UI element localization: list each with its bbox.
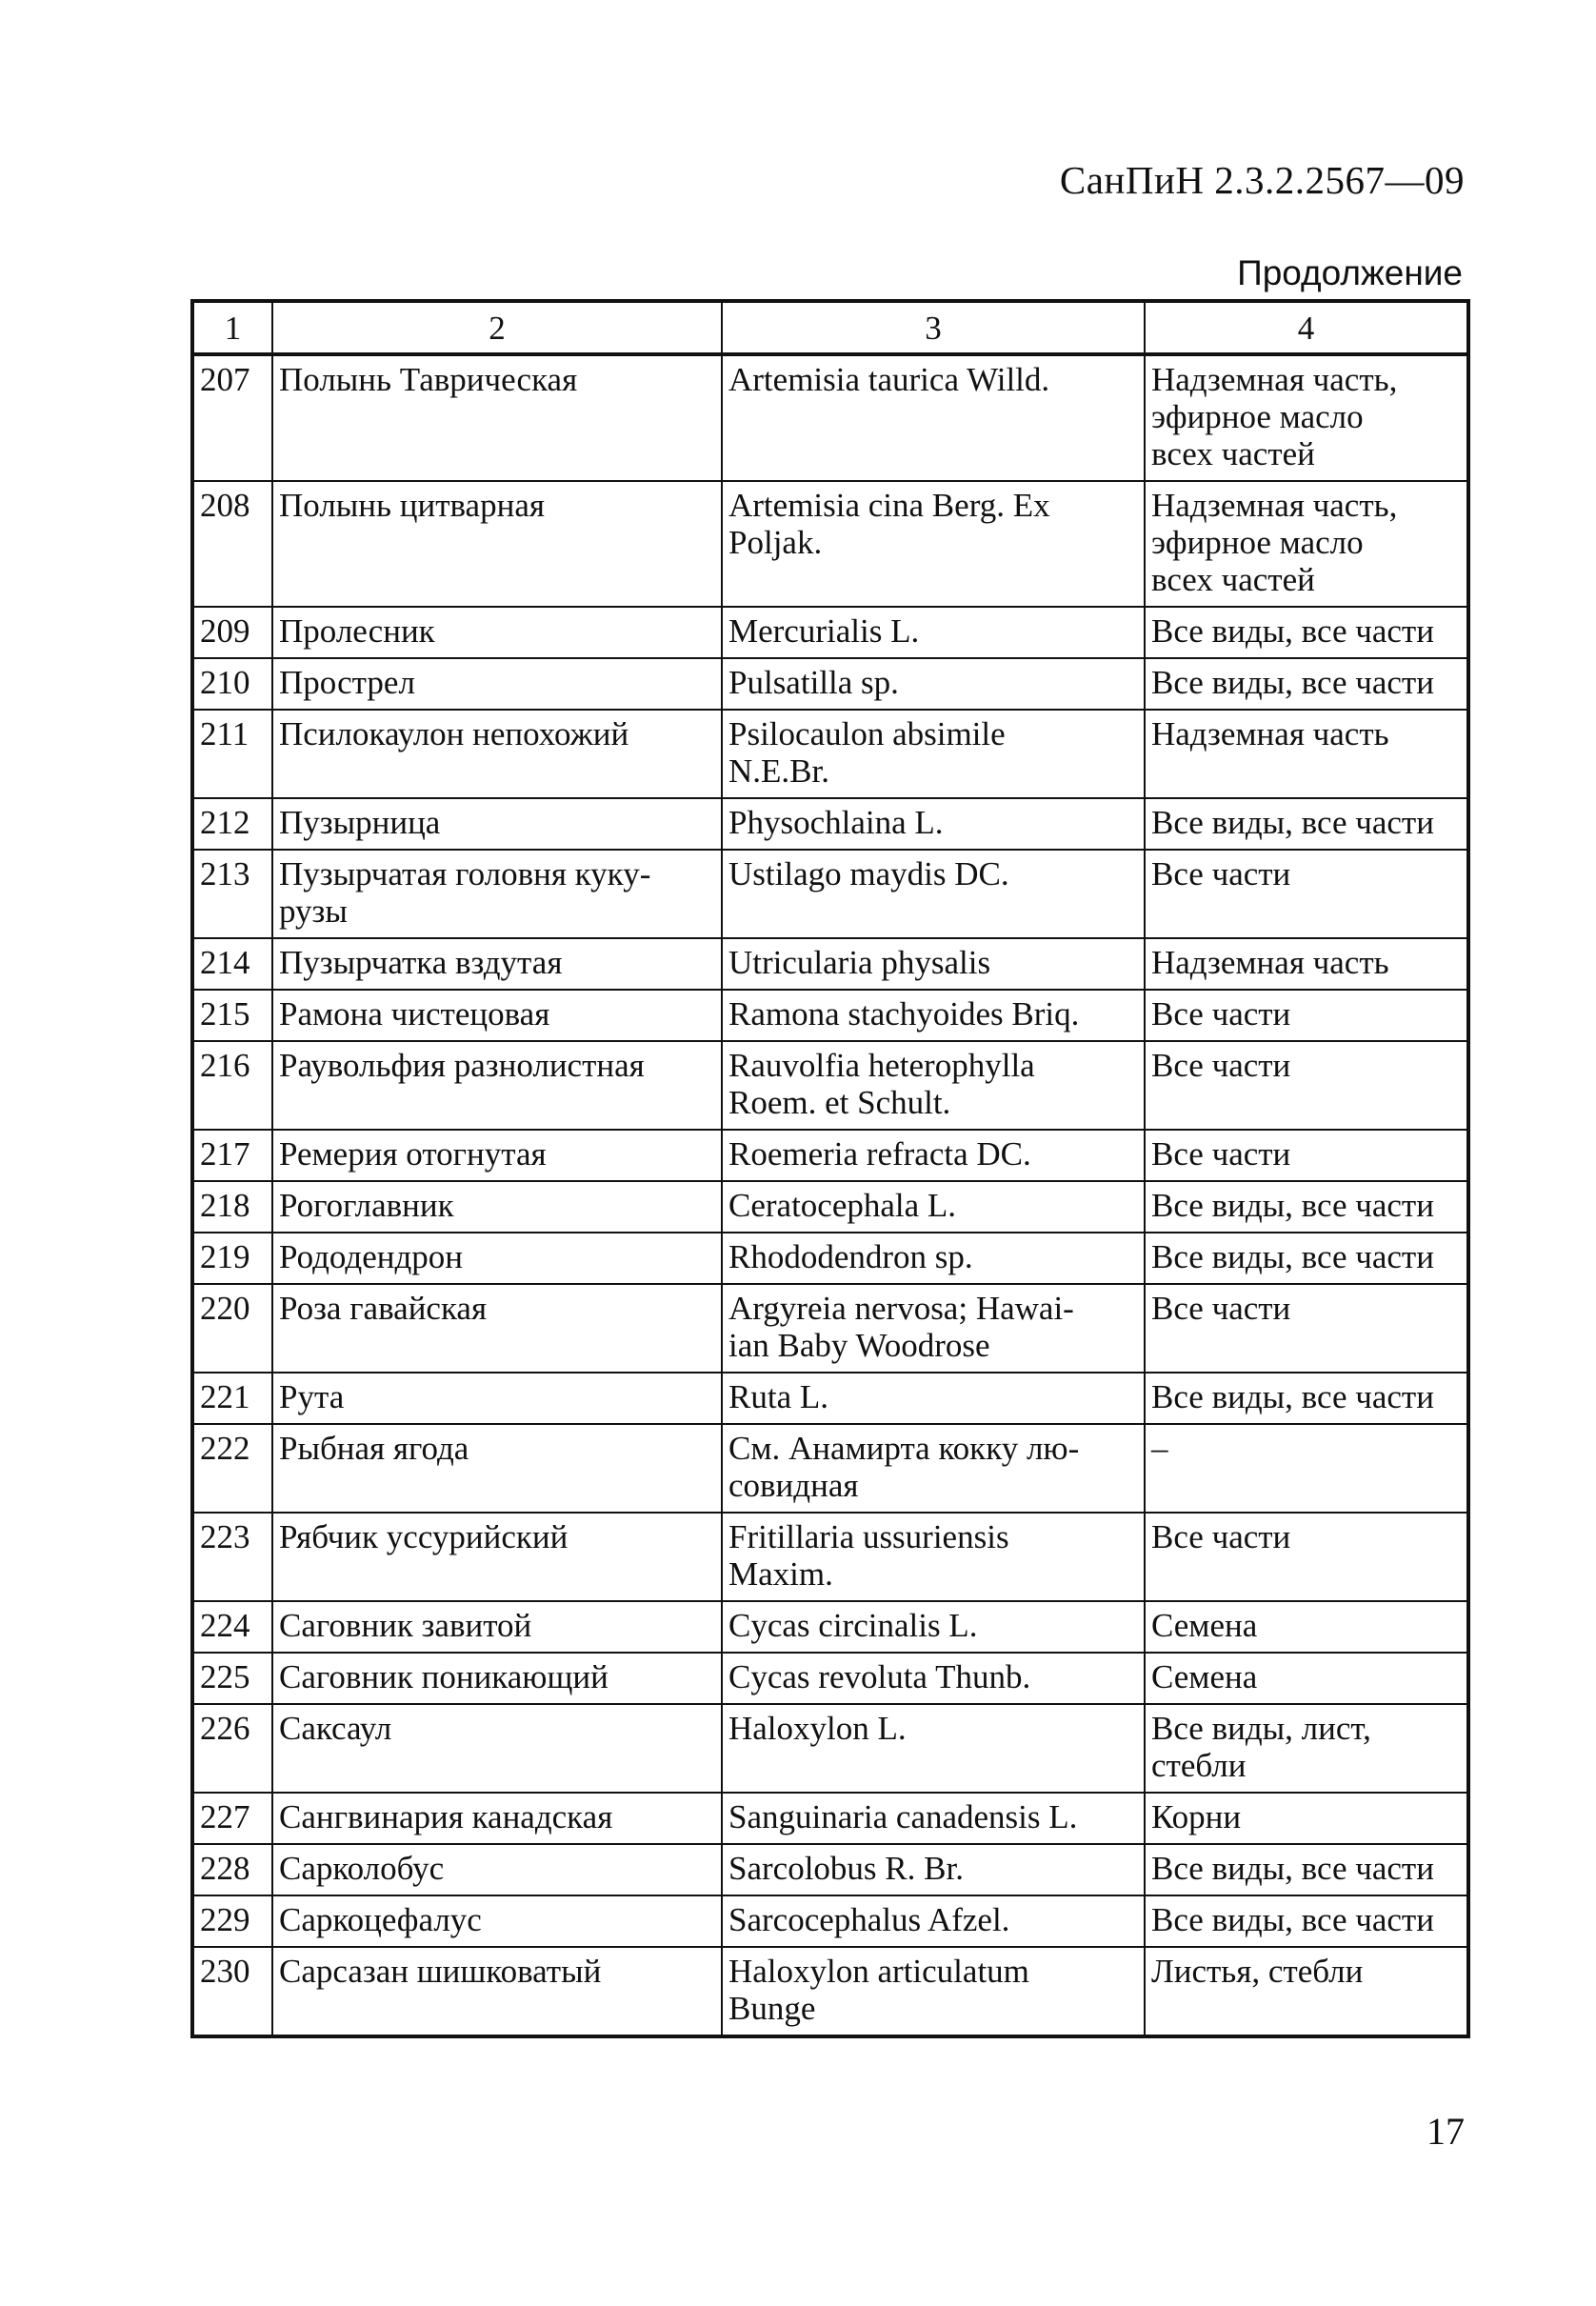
row-number-cell: 229	[192, 1895, 272, 1947]
row-number-cell: 230	[192, 1947, 272, 2036]
toxic-parts-cell: Все виды, все части	[1145, 1233, 1468, 1284]
latin-name-cell: Mercurialis L.	[722, 607, 1145, 658]
latin-name-cell: Sanguinaria canadensis L.	[722, 1793, 1145, 1844]
latin-name-cell: Artemisia cina Berg. Ex Poljak.	[722, 481, 1145, 607]
toxic-parts-cell: Все виды, все части	[1145, 1373, 1468, 1424]
table-row	[192, 1284, 1468, 1373]
row-number-cell: 208	[192, 481, 272, 607]
row-number-cell: 228	[192, 1844, 272, 1895]
latin-name-cell: Rhododendron sp.	[722, 1233, 1145, 1284]
table-header	[192, 301, 1468, 354]
toxic-parts-cell: Все части	[1145, 990, 1468, 1041]
toxic-parts-cell: Надземная часть	[1145, 938, 1468, 990]
toxic-parts-cell: Корни	[1145, 1793, 1468, 1844]
toxic-parts-cell: Надземная часть, эфирное масло всех частей	[1145, 354, 1468, 481]
table-row	[192, 1513, 1468, 1601]
continuation-label: Продолжение	[1237, 253, 1463, 292]
toxic-parts-cell: –	[1145, 1424, 1468, 1513]
latin-name-cell: Cycas revoluta Thunb.	[722, 1653, 1145, 1704]
russian-name-cell: Прострел	[272, 658, 722, 710]
latin-name-cell: Ruta L.	[722, 1373, 1145, 1424]
russian-name-cell: Рододендрон	[272, 1233, 722, 1284]
russian-name-cell: Раувольфия разнолистная	[272, 1041, 722, 1130]
row-number-cell: 214	[192, 938, 272, 990]
row-number-cell: 213	[192, 850, 272, 938]
table-row	[192, 1181, 1468, 1233]
latin-name-cell: См. Анамирта кокку лю- совидная	[722, 1424, 1145, 1513]
toxic-parts-cell: Все виды, все части	[1145, 607, 1468, 658]
row-number-cell: 215	[192, 990, 272, 1041]
latin-name-cell: Fritillaria ussuriensis Maxim.	[722, 1513, 1145, 1601]
row-number-cell: 225	[192, 1653, 272, 1704]
russian-name-cell: Псилокаулон непохожий	[272, 710, 722, 798]
toxic-parts-cell: Все части	[1145, 850, 1468, 938]
table-row	[192, 1601, 1468, 1653]
toxic-parts-cell: Все виды, все части	[1145, 1181, 1468, 1233]
toxic-parts-cell: Семена	[1145, 1601, 1468, 1653]
toxic-parts-cell: Все части	[1145, 1513, 1468, 1601]
table-row	[192, 1793, 1468, 1844]
latin-name-cell: Psilocaulon absimile N.E.Br.	[722, 710, 1145, 798]
latin-name-cell: Haloxylon articulatum Bunge	[722, 1947, 1145, 2036]
toxic-parts-cell: Все виды, лист, стебли	[1145, 1704, 1468, 1793]
russian-name-cell: Рыбная ягода	[272, 1424, 722, 1513]
russian-name-cell: Пузырчатка вздутая	[272, 938, 722, 990]
table-header-row	[192, 301, 1468, 354]
toxic-parts-cell: Надземная часть, эфирное масло всех частей	[1145, 481, 1468, 607]
document-code: СанПиН 2.3.2.2567—09	[1059, 158, 1465, 202]
russian-name-cell: Роза гавайская	[272, 1284, 722, 1373]
toxic-parts-cell: Все виды, все части	[1145, 1844, 1468, 1895]
table-row	[192, 1373, 1468, 1424]
toxic-parts-cell: Все части	[1145, 1130, 1468, 1181]
russian-name-cell: Полынь Таврическая	[272, 354, 722, 481]
page-number: 17	[1426, 2110, 1465, 2153]
table-row	[192, 1041, 1468, 1130]
latin-name-cell: Pulsatilla sp.	[722, 658, 1145, 710]
row-number-cell: 224	[192, 1601, 272, 1653]
russian-name-cell: Саксаул	[272, 1704, 722, 1793]
table-row	[192, 354, 1468, 481]
table-row	[192, 481, 1468, 607]
table-row	[192, 1704, 1468, 1793]
row-number-cell: 227	[192, 1793, 272, 1844]
row-number-cell: 217	[192, 1130, 272, 1181]
russian-name-cell: Рута	[272, 1373, 722, 1424]
russian-name-cell: Саговник поникающий	[272, 1653, 722, 1704]
latin-name-cell: Roemeria refracta DC.	[722, 1130, 1145, 1181]
russian-name-cell: Рогоглавник	[272, 1181, 722, 1233]
russian-name-cell: Пролесник	[272, 607, 722, 658]
latin-name-cell: Ustilago maydis DC.	[722, 850, 1145, 938]
latin-name-cell: Physochlaina L.	[722, 798, 1145, 850]
russian-name-cell: Сарсазан шишковатый	[272, 1947, 722, 2036]
latin-name-cell: Rauvolfia heterophylla Roem. et Schult.	[722, 1041, 1145, 1130]
table-row	[192, 607, 1468, 658]
row-number-cell: 226	[192, 1704, 272, 1793]
russian-name-cell: Рамона чистецовая	[272, 990, 722, 1041]
row-number-cell: 212	[192, 798, 272, 850]
russian-name-cell: Пузырница	[272, 798, 722, 850]
toxic-parts-cell: Все виды, все части	[1145, 1895, 1468, 1947]
latin-name-cell: Ceratocephala L.	[722, 1181, 1145, 1233]
russian-name-cell: Саговник завитой	[272, 1601, 722, 1653]
column-header-3: 3	[722, 301, 1145, 354]
table-row	[192, 658, 1468, 710]
row-number-cell: 207	[192, 354, 272, 481]
latin-name-cell: Argyreia nervosa; Hawai- ian Baby Woodrose	[722, 1284, 1145, 1373]
russian-name-cell: Рябчик уссурийский	[272, 1513, 722, 1601]
row-number-cell: 222	[192, 1424, 272, 1513]
russian-name-cell: Саркоцефалус	[272, 1895, 722, 1947]
russian-name-cell: Сангвинария канадская	[272, 1793, 722, 1844]
row-number-cell: 216	[192, 1041, 272, 1130]
table-row	[192, 1895, 1468, 1947]
russian-name-cell: Пузырчатая головня куку- рузы	[272, 850, 722, 938]
latin-name-cell: Artemisia taurica Willd.	[722, 354, 1145, 481]
plants-table	[190, 299, 1470, 2038]
table-body	[192, 354, 1468, 2036]
toxic-parts-cell: Все виды, все части	[1145, 658, 1468, 710]
latin-name-cell: Haloxylon L.	[722, 1704, 1145, 1793]
russian-name-cell: Полынь цитварная	[272, 481, 722, 607]
row-number-cell: 220	[192, 1284, 272, 1373]
row-number-cell: 219	[192, 1233, 272, 1284]
latin-name-cell: Ramona stachyoides Briq.	[722, 990, 1145, 1041]
column-header-2: 2	[272, 301, 722, 354]
table-row	[192, 1130, 1468, 1181]
toxic-parts-cell: Все части	[1145, 1041, 1468, 1130]
row-number-cell: 211	[192, 710, 272, 798]
table-row	[192, 850, 1468, 938]
row-number-cell: 221	[192, 1373, 272, 1424]
table-row	[192, 798, 1468, 850]
toxic-parts-cell: Листья, стебли	[1145, 1947, 1468, 2036]
table-row	[192, 710, 1468, 798]
toxic-parts-cell: Надземная часть	[1145, 710, 1468, 798]
russian-name-cell: Ремерия отогнутая	[272, 1130, 722, 1181]
column-header-4: 4	[1145, 301, 1468, 354]
column-header-1: 1	[192, 301, 272, 354]
toxic-parts-cell: Все виды, все части	[1145, 798, 1468, 850]
table-row	[192, 1424, 1468, 1513]
latin-name-cell: Utricularia physalis	[722, 938, 1145, 990]
row-number-cell: 209	[192, 607, 272, 658]
toxic-parts-cell: Семена	[1145, 1653, 1468, 1704]
latin-name-cell: Cycas circinalis L.	[722, 1601, 1145, 1653]
row-number-cell: 210	[192, 658, 272, 710]
latin-name-cell: Sarcolobus R. Br.	[722, 1844, 1145, 1895]
toxic-parts-cell: Все части	[1145, 1284, 1468, 1373]
table-row	[192, 1844, 1468, 1895]
row-number-cell: 218	[192, 1181, 272, 1233]
table-row	[192, 1947, 1468, 2036]
table-row	[192, 990, 1468, 1041]
table-row	[192, 1233, 1468, 1284]
russian-name-cell: Сарколобус	[272, 1844, 722, 1895]
table-row	[192, 938, 1468, 990]
row-number-cell: 223	[192, 1513, 272, 1601]
table-row	[192, 1653, 1468, 1704]
latin-name-cell: Sarcocephalus Afzel.	[722, 1895, 1145, 1947]
